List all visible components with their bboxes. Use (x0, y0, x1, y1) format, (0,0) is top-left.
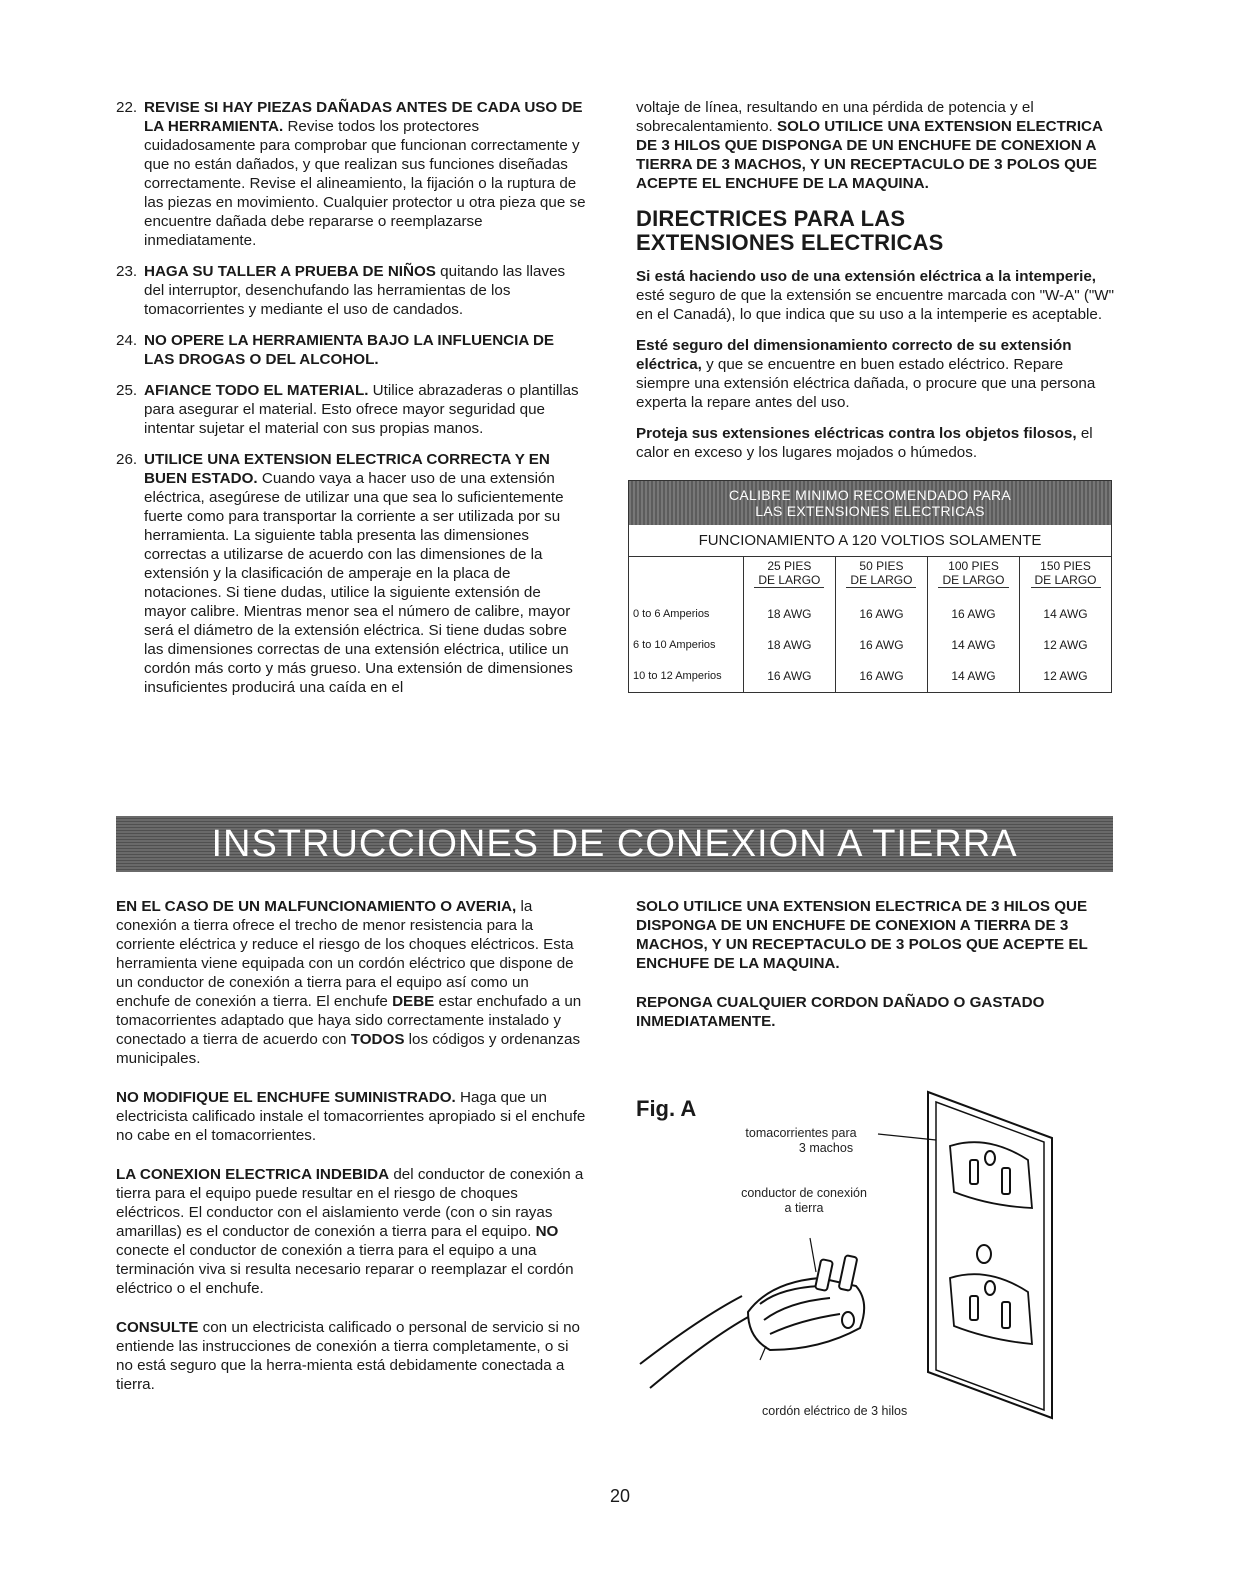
rule-title: HAGA SU TALLER A PRUEBA DE NIÑOS (144, 263, 436, 280)
rule-number: 26. (116, 451, 138, 468)
malfunction-text-2: estar enchufado a un tomacorrientes adaptado que haya sido correctamente instalado y conectado a tierra de acuerdo con (116, 993, 582, 1048)
outdoor-bold: Si está haciendo uso de una extensión eléctrica a la intemperie, (636, 268, 1097, 285)
gauge-table-grid (629, 557, 1111, 692)
all-bold: TODOS (350, 1031, 405, 1048)
section-heading-line2: EXTENSIONES ELECTRICAS (636, 230, 944, 255)
table-cell: 18 AWG (743, 630, 835, 661)
callout-outlet (716, 1126, 886, 1156)
three-wire-bold: SOLO UTILICE UNA EXTENSION ELECTRICA DE 3 HILOS QUE DISPONGA DE UN ENCHUFE DE CONEXION A TIERRA DE 3 MACHOS, Y UN RECEPTACULO DE 3 POLOS QUE ACEPTE EL ENCHUFE DE LA MAQUINA. (636, 898, 1088, 972)
grounding-left-column (116, 897, 586, 1406)
row-label: 6 to 10 Amperios (629, 630, 743, 661)
rule-23 (116, 262, 586, 319)
rule-text: Cuando vaya a hacer uso de una extensión eléctrica, asegúrese de utilizar una que sea lo suficientemente fuerte como para transportar la corriente a ser utilizada por su herramienta. La siguiente tabla presenta las dimensiones correctas a utilizarse de acuerdo con las dimensiones de la extensión y la clasificación de amperaje en la placa de notaciones. Si tiene dudas, utilice la siguiente extensión de mayor calibre. Mientras menor sea el número de calibre, mayor será el diámetro de la extensión eléctrica. Si tiene dudas sobre las dimensiones correctas de una extensión eléctrica, utilice un cordón más corto y más grueso. Una extensión de dimensiones insuficientes producirá una caída en el (144, 470, 573, 696)
improper-connection-bold: LA CONEXION ELECTRICA INDEBIDA (116, 1166, 390, 1183)
do-not-modify-bold: NO MODIFIQUE EL ENCHUFE SUMINISTRADO. (116, 1089, 456, 1106)
table-corner-cell (629, 557, 743, 589)
section-heading (636, 207, 1114, 255)
rule-text: Revise todos los protectores cuidadosamente para comprobar que funcionan correctamente y que no están dañados, y que realizan sus funciones diseñadas correctamente. Revise el alineamiento, la fijación o la ruptura de las piezas en movimiento. Cualquier protector u otra pieza que se encuentre dañada debe repararse o reemplazarse inmediatamente. (144, 118, 586, 249)
continuation-text: voltaje de línea, resultando en una pérdida de potencia y el sobrecalentamiento. (636, 99, 1034, 135)
gauge-table-banner (629, 481, 1111, 525)
replace-cord-bold: REPONGA CUALQUIER CORDON DAÑADO O GASTADO INMEDIATAMENTE. (636, 994, 1045, 1030)
column-header-100: 100 PIES DE LARGO (927, 557, 1019, 589)
consult-text: con un electricista calificado o personal de servicio si no entiende las instrucciones de conexión a tierra completamente, o si no está seguro que la herra-mienta está debidamente conectada a tierra. (116, 1319, 580, 1393)
table-row (629, 589, 1111, 630)
outdoor-text: esté seguro de que la extensión se encuentre marcada con "W-A" ("W" en el Canadá), lo que indica que su uso a la intemperie es aceptable. (636, 287, 1114, 323)
rule-title: UTILICE UNA EXTENSION ELECTRICA CORRECTA Y EN BUEN ESTADO. (144, 451, 550, 487)
rule-text: quitando las llaves del interruptor, desenchufando las herramientas de los tomacorrientes y mediante el uso de candados. (144, 263, 566, 318)
consult-bold: CONSULTE (116, 1319, 199, 1336)
safety-rules-list (116, 98, 586, 697)
table-cell: 16 AWG (743, 661, 835, 692)
rule-number: 22. (116, 99, 138, 116)
table-cell: 14 AWG (1020, 589, 1111, 630)
table-cell: 14 AWG (927, 630, 1019, 661)
gauge-table-banner-line1: CALIBRE MINIMO RECOMENDADO PARA (728, 487, 1012, 503)
rule-number: 23. (116, 263, 138, 280)
malfunction-text: la conexión a tierra ofrece el trecho de menor resistencia para la corriente eléctrica y reduce el riesgo de los choques eléctricos. Esta herramienta viene equipada con un cordón eléctrico que dispone de un conductor de conexión a tierra para el equipo así como un enchufe de conexión a tierra. El enchufe (116, 898, 574, 1010)
consult-paragraph (116, 1318, 586, 1394)
sizing-text: y que se encuentre en buen estado eléctrico. Repare siempre una extensión eléctrica dañada, o procure que una persona experta la repare antes del uso. (636, 356, 1096, 411)
callout-outlet-line1: tomacorrientes para (745, 1126, 857, 1140)
table-row (629, 630, 1111, 661)
table-cell: 18 AWG (743, 589, 835, 630)
figure-label: Fig. A (636, 1096, 697, 1121)
must-bold: DEBE (392, 993, 435, 1010)
table-cell: 12 AWG (1020, 630, 1111, 661)
plug-icon (640, 1255, 864, 1388)
rule-text: Utilice abrazaderas o plantillas para asegurar el material. Esto ofrece mayor seguridad que intentar sujetar el material con sus propias manos. (144, 382, 579, 437)
row-label: 0 to 6 Amperios (629, 589, 743, 630)
callout-ground (714, 1186, 894, 1216)
improper-connection-paragraph (116, 1165, 586, 1298)
continuation-paragraph (636, 98, 1114, 193)
outdoor-paragraph (636, 267, 1114, 324)
replace-cord-paragraph (636, 993, 1114, 1031)
callout-cord (762, 1404, 962, 1419)
rule-title: AFIANCE TODO EL MATERIAL. (144, 382, 369, 399)
callout-outlet-line2: 3 machos (798, 1141, 854, 1155)
improper-connection-text: del conductor de conexión a tierra para el equipo puede resultar en el riesgo de choques eléctricos. El conductor con el aislamiento verde (con o sin rayas amarillas) es el conductor de conexión a tierra para el equipo. (116, 1166, 584, 1240)
table-cell: 14 AWG (927, 661, 1019, 692)
protect-text: el calor en exceso y los lugares mojados o húmedos. (636, 425, 1093, 461)
table-cell: 16 AWG (835, 661, 927, 692)
malfunction-bold: EN EL CASO DE UN MALFUNCIONAMIENTO O AVERIA, (116, 898, 517, 915)
section-heading-line1: DIRECTRICES PARA LAS (636, 206, 906, 231)
column-header-150: 150 PIES DE LARGO (1020, 557, 1111, 589)
malfunction-text-3: los códigos y ordenanzas municipales. (116, 1031, 581, 1067)
callout-ground-line2: a tierra (784, 1201, 824, 1215)
rule-title: NO OPERE LA HERRAMIENTA BAJO LA INFLUENCIA DE LAS DROGAS O DEL ALCOHOL. (144, 332, 555, 368)
safety-rules-list-column (116, 98, 586, 709)
outlet-icon (928, 1092, 1052, 1418)
continuation-warning: SOLO UTILICE UNA EXTENSION ELECTRICA DE 3 HILOS QUE DISPONGA DE UN ENCHUFE DE CONEXION A TIERRA DE 3 MACHOS, Y UN RECEPTACULO DE 3 POLOS QUE ACEPTE EL ENCHUFE DE LA MAQUINA. (636, 118, 1103, 192)
callout-ground-line1: conductor de conexión (741, 1186, 867, 1200)
table-header-row (629, 557, 1111, 589)
grounding-right-column (636, 897, 1114, 1043)
do-not-modify-text: Haga que un electricista calificado instale el tomacorrientes apropiado si el enchufe no cabe en el tomacorrientes. (116, 1089, 586, 1144)
column-header-50: 50 PIES DE LARGO (835, 557, 927, 589)
rule-number: 24. (116, 332, 138, 349)
gauge-table (628, 480, 1112, 693)
gauge-table-subtitle: FUNCIONAMIENTO A 120 VOLTIOS SOLAMENTE (629, 525, 1111, 557)
do-not-modify-paragraph (116, 1088, 586, 1145)
table-cell: 16 AWG (835, 589, 927, 630)
protect-bold: Proteja sus extensiones eléctricas contra los objetos filosos, (636, 425, 1077, 442)
column-header-25: 25 PIES DE LARGO (743, 557, 835, 589)
gauge-table-banner-line2: LAS EXTENSIONES ELECTRICAS (755, 503, 985, 519)
callout-cord-text: cordón eléctrico de 3 hilos (762, 1404, 908, 1418)
page-number: 20 (609, 1486, 631, 1506)
protect-paragraph (636, 424, 1114, 462)
table-cell: 16 AWG (927, 589, 1019, 630)
grounding-instructions-banner: INSTRUCCIONES DE CONEXION A TIERRA (116, 816, 1113, 872)
table-cell: 16 AWG (835, 630, 927, 661)
no-bold: NO (535, 1223, 559, 1240)
rule-25 (116, 381, 586, 438)
table-cell: 12 AWG (1020, 661, 1111, 692)
extension-guidelines-column (633, 98, 1114, 693)
improper-connection-text-2: conecte el conductor de conexión a tierra para el equipo a una terminación viva si resulta necesario reparar o reemplazar el cordón eléctrico o el enchufe. (116, 1242, 574, 1297)
malfunction-paragraph (116, 897, 586, 1068)
three-wire-paragraph (636, 897, 1114, 973)
rule-number: 25. (116, 382, 138, 399)
rule-24 (116, 331, 586, 369)
rule-26 (116, 450, 586, 697)
sizing-bold: Esté seguro del dimensionamiento correcto de su extensión eléctrica, (636, 337, 1072, 373)
sizing-paragraph (636, 336, 1114, 412)
row-label: 10 to 12 Amperios (629, 661, 743, 692)
rule-title: REVISE SI HAY PIEZAS DAÑADAS ANTES DE CADA USO DE LA HERRAMIENTA. (144, 99, 583, 135)
rule-22 (116, 98, 586, 250)
table-row (629, 661, 1111, 692)
